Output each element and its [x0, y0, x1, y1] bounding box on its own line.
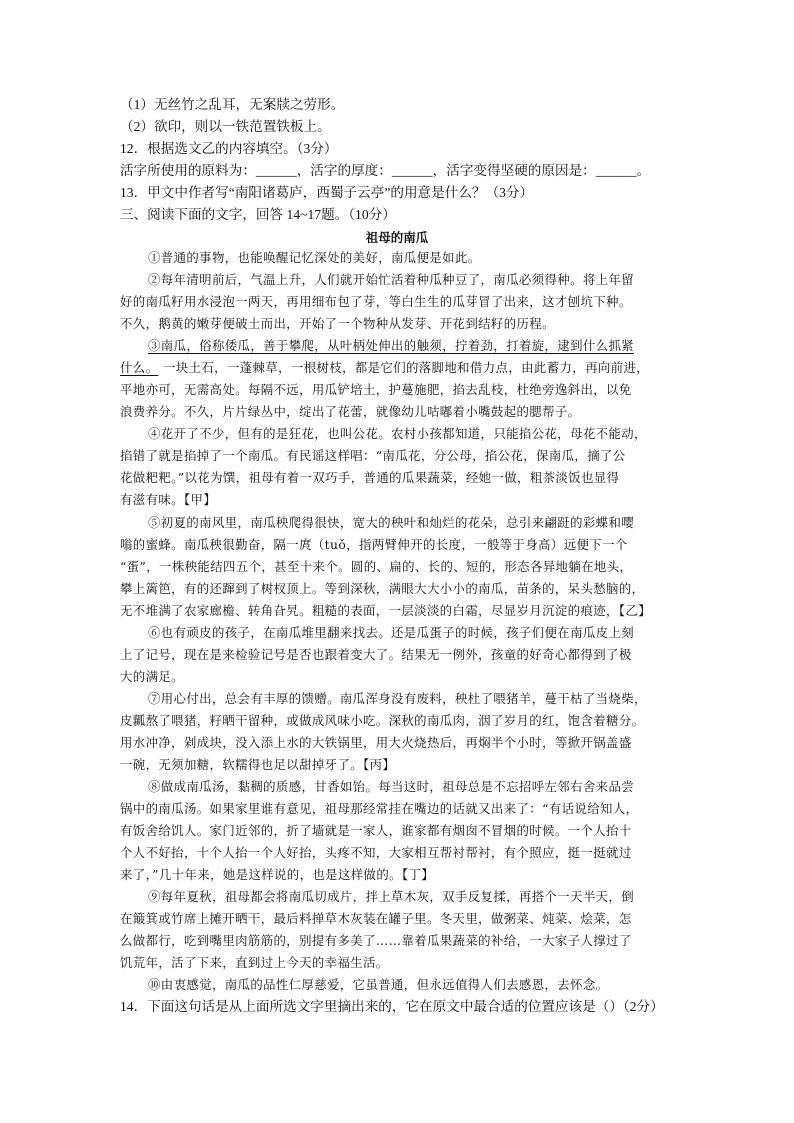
paragraph-10: ⑩由衷感觉，南瓜的品性仁厚慈爱，它虽普通，但永远值得人们去感恩，去怀念。 — [148, 977, 609, 992]
paragraph-8-line-5: 来了，”几十年来，她是这样说的，也是这样做的。【丁】 — [120, 867, 435, 882]
paragraph-3-underlined: ③南瓜，俗称倭瓜，善于攀爬，从叶柄处伸出的触须，拧着劲，打着旋，逮到什么抓紧 — [148, 338, 635, 353]
paragraph-6-line-2: 上了记号，现在是来检验记号是否也跟着变大了。结果无一例外，孩童的好奇心都得到了极 — [120, 647, 632, 662]
section-3-heading: 三、阅读下面的文字，回答 14~17题。（10分） — [120, 207, 396, 222]
paragraph-8-line-4: 个人不好抬，十个人抬一个人好抬，头疼不知，大家相互帮衬帮衬，有个照应，挺一挺就过 — [120, 845, 632, 860]
paragraph-9-line-4: 饥荒年，活了下来，直到过上今天的幸福生活。 — [120, 955, 389, 970]
paragraph-7-line-4: 一碗，无须加糖，软糯得也足以甜掉牙了。【丙】 — [120, 757, 396, 772]
paragraph-2-line-1: ②每年清明前后，气温上升，人们就开始忙活着种瓜种豆了，南瓜必须得种。将上年留 — [148, 272, 635, 287]
essay-title: 祖母的南瓜 — [365, 230, 429, 245]
paragraph-7-line-3: 用水冲净，剁成块，没入添上水的大铁锅里，用大火烧热后，再焖半个小时，等掀开锅盖盛 — [120, 735, 632, 750]
paragraph-7-line-1: ⑦用心付出，总会有丰厚的馈赠。南瓜浑身没有废料，秧杜了喂猪羊，蔓干枯了当烧柴， — [148, 691, 647, 706]
paragraph-5-line-4: 攀上篱笆，有的还蹿到了树杈顶上。等到深秋，满眼大大小小的南瓜，苗条的，呆头愁脑的， — [120, 581, 645, 596]
paragraph-9-line-1: ⑨每年夏秋，祖母都会将南瓜切成片，拌上草木灰，双手反复揉，再搭个一天半天，倒 — [148, 889, 635, 904]
paragraph-5-line-3: “蛋”，一株秧能结四五个，甚至十来个。圆的、扁的、长的、短的，形态各异地躺在地头， — [120, 559, 633, 574]
answer-line-2: （2）欲印，则以一铁范置铁板上。 — [120, 119, 331, 134]
paragraph-8-line-1: ⑧做成南瓜汤，黏稠的质感，甘香如饴。每当这时，祖母总是不忘招呼左邻右舍来品尝 — [148, 779, 635, 794]
paragraph-8-line-2: 锅中的南瓜汤。如果家里谁有意见，祖母那经常挂在嘴边的话就又出来了：“有话说给知人， — [120, 801, 639, 816]
paragraph-9-line-3: 么做都行，吃到嘴里肉筋筋的，别提有多美了……靠着瓜果蔬菜的补给，一大家子人撑过了 — [120, 933, 632, 948]
paragraph-7-line-2: 皮瓤熬了喂猪，籽晒干留种，或做成风味小吃。深秋的南瓜肉，洇了岁月的红，饱含着糖分。 — [120, 713, 645, 728]
paragraph-5-line-2: 嗡的蜜蜂。南瓜秧很勤奋，隔一庹（tuǒ，指两臂伸开的长度，一般等于身高）远便下一个 — [120, 537, 628, 552]
paragraph-4-line-1: ④花开了不少，但有的是狂花，也叫公花。农村小孩都知道，只能掐公花，母花不能动， — [148, 426, 647, 441]
answer-line-1: （1）无丝竹之乱耳，无案牍之劳形。 — [120, 97, 345, 112]
paragraph-6-line-1: ⑥也有顽皮的孩子，在南瓜堆里翻来找去。还是瓜蛋子的时候，孩子们便在南瓜皮上刻 — [148, 625, 635, 640]
paragraph-4-line-3: 花做粑粑。”以花为馔，祖母有着一双巧手，普通的瓜果蔬菜，经她一做，粗茶淡饭也显得 — [120, 470, 620, 485]
paragraph-4-line-2: 掐错了就是掐掉了一个南瓜。有民谣这样唱：“南瓜花，分公母，掐公花，保南瓜，摘了公 — [120, 448, 626, 463]
paragraph-3-underlined-end: 什么。 — [120, 360, 159, 375]
paragraph-8-line-3: 有饭舍给饥人。家门近邻的，折了墙就是一家人，谁家都有烟囱不冒烟的时候。一个人抬十 — [120, 823, 632, 838]
paragraph-2-line-3: 不久，鹅黄的嫩芽便破土而出，开始了一个物种从发芽、开花到结籽的历程。 — [120, 316, 555, 331]
question-13: 13．甲文中作者写“南阳诸葛庐，西蜀子云亭”的用意是什么？（3分） — [120, 185, 534, 200]
paragraph-2-line-2: 好的南瓜籽用水浸泡一两天，再用细布包了芽，等白生生的瓜芽冒了出来，这才刨坑下种。 — [120, 294, 632, 309]
paragraph-6-line-3: 大的满足。 — [120, 669, 184, 684]
question-12-blanks: 活字所使用的原料为：______，活字的厚度：______，活字变得坚硬的原因是：______。 — [120, 163, 651, 178]
paragraph-5-line-1: ⑤初夏的南风里，南瓜秧爬得很快，宽大的秧叶和灿烂的花朵，总引来翩跹的彩蝶和嘤 — [148, 515, 635, 530]
question-14: 14．下面这句话是从上面所选文字里摘出来的，它在原文中最合适的位置应该是（）（2分） — [120, 999, 664, 1014]
question-12: 12．根据选文乙的内容填空。（3分） — [120, 141, 338, 156]
paragraph-4-line-4: 有滋有味。【甲】 — [120, 492, 217, 507]
paragraph-3-line-4: 浪费养分。不久，片片绿丛中，绽出了花蕾，就像幼儿咕嘟着小嘴鼓起的腮帮子。 — [120, 404, 581, 419]
paragraph-3-line-2: 一块土石，一蓬棘草，一根树枝，都是它们的落脚地和借力点，由此蓄力，再向前进， — [163, 360, 650, 375]
paragraph-9-line-2: 在簸箕或竹席上摊开晒干，最后料掸草木灰装在罐子里。冬天里，做粥菜、炖菜、烩菜，怎 — [120, 911, 632, 926]
paragraph-3-line-3: 平地亦可，无需高处。每隔不远，用瓜铲培土，护蔓施肥，掐去乱枝，杜绝旁逸斜出，以免 — [120, 382, 632, 397]
paragraph-1: ①普通的事物，也能唤醒记忆深处的美好，南瓜便是如此。 — [148, 250, 481, 265]
paragraph-5-line-5: 无不堆满了农家廊檐、转角旮旯。粗糙的表面，一层淡淡的白霜，尽显岁月沉淀的痕迹，【乙】 — [120, 603, 652, 618]
